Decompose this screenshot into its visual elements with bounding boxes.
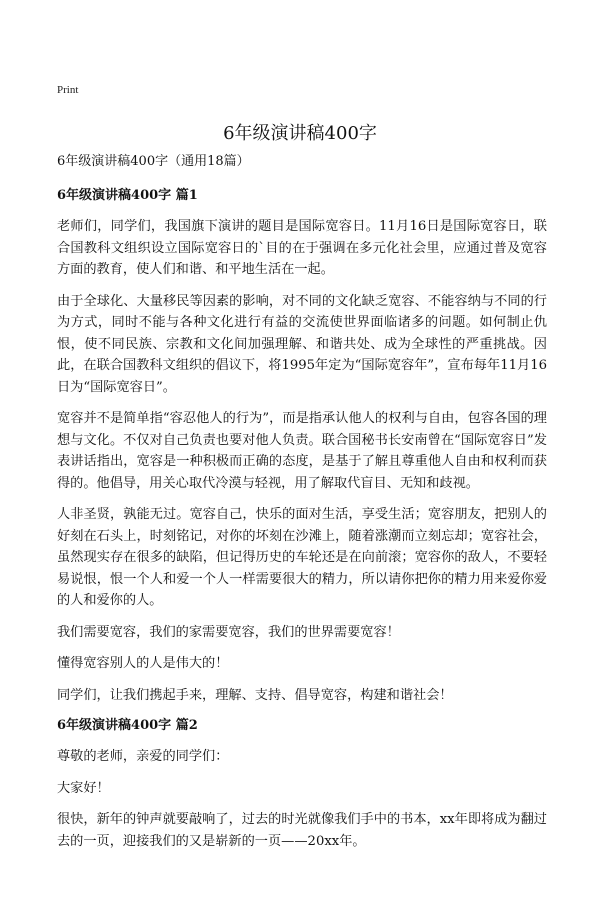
paragraph: 宽容并不是简单指“容忍他人的行为”，而是指承认他人的权利与自由，包容各国的理想与文化。不仅对自己负责也要对他人负责。联合国秘书长安南曾在“国际宽容日”发表讲话指出，宽容是一种积极而正确的态度，是基于了解且尊重他人自由和权利而获得的。他倡导，用关心取代冷漠与轻视，用了解取代盲目、无知和歧视。 [57, 411, 547, 491]
paragraph: 懂得宽容别人的人是伟大的！ [57, 656, 229, 671]
section-1 [57, 186, 547, 706]
document-subtitle: 6年级演讲稿400字（通用18篇） [57, 154, 250, 169]
document-title: 6年级演讲稿400字 [223, 123, 377, 144]
section-heading: 6年级演讲稿400字 篇2 [57, 718, 198, 733]
print-label: Print [57, 84, 79, 96]
paragraph: 尊敬的老师，亲爱的同学们： [57, 749, 229, 764]
paragraph: 很快，新年的钟声就要敲响了，过去的时光就像我们手中的书本，xx年即将成为翻过去的一页，迎接我们的又是崭新的一页——20xx年。 [57, 812, 547, 849]
paragraph: 人非圣贤，孰能无过。宽容自己，快乐的面对生活，享受生活；宽容朋友，把别人的好刻在石头上，时刻铭记，对你的坏刻在沙滩上，随着涨潮而立刻忘却；宽容社会，虽然现实存在很多的缺陷，但记得历史的车轮还是在向前滚；宽容你的敌人，不要轻易说恨，恨一个人和爱一个人一样需要很大的精力，所以请你把你的精力用来爱你爱的人和爱你的人。 [57, 507, 547, 608]
paragraph: 同学们，让我们携起手来，理解、支持、倡导宽容，构建和谐社会！ [57, 687, 453, 703]
paragraph: 老师们，同学们，我国旗下演讲的题目是国际宽容日。11月16日是国际宽容日，联合国教科文组织设立国际宽容日的`目的在于强调在多元化社会里，应通过普及宽容方面的教育，使人们和谐、和平地生活在一起。 [57, 219, 547, 277]
section-2 [57, 716, 547, 852]
paragraph: 由于全球化、大量移民等因素的影响，对不同的文化缺乏宽容、不能容纳与不同的行为方式，同时不能与各种文化进行有益的交流使世界面临诸多的问题。如何制止仇恨，使不同民族、宗教和文化间加强理解、和谐共处、成为全球性的严重挑战。因此，在联合国教科文组织的倡议下，将1995年定为“国际宽容年”，宣布每年11月16日为“国际宽容日”。 [57, 293, 547, 395]
paragraph: 大家好！ [57, 780, 110, 796]
section-heading: 6年级演讲稿400字 篇1 [57, 188, 198, 203]
paragraph: 我们需要宽容，我们的家需要宽容，我们的世界需要宽容！ [57, 624, 400, 640]
document-content [57, 152, 547, 862]
